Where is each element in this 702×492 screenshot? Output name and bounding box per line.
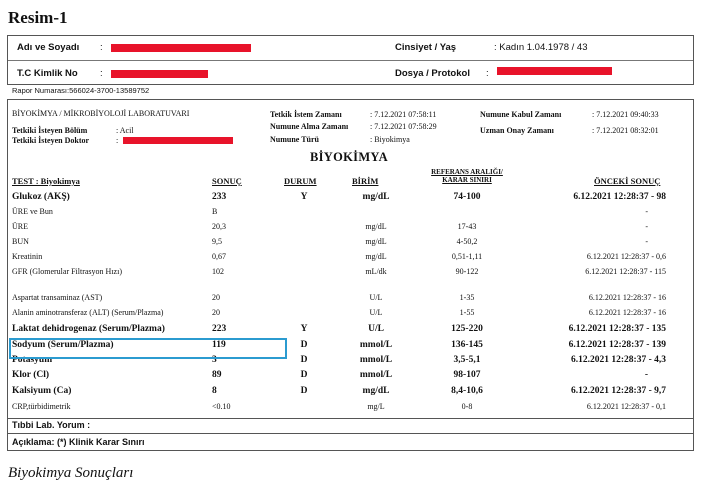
cell-prev: 6.12.2021 12:28:37 - 0,6 — [586, 252, 666, 261]
doctor-label: Tetkiki İsteyen Doktor — [12, 136, 90, 145]
cell-result: 89 — [212, 370, 222, 380]
cell-prev: 6.12.2021 12:28:37 - 16 — [588, 308, 666, 317]
cell-result: <0.10 — [212, 402, 231, 411]
sample-value: : 7.12.2021 07:58:29 — [370, 122, 437, 131]
cell-status: D — [300, 386, 308, 396]
cell-prev: 6.12.2021 12:28:37 - 135 — [568, 324, 666, 334]
approve-label: Uzman Onay Zamanı — [480, 126, 554, 135]
cell-result: 20,3 — [212, 222, 226, 231]
figure-title: Resim-1 — [8, 8, 68, 27]
cell-unit: U/L — [369, 293, 383, 302]
cell-status: D — [300, 355, 308, 365]
comment-label: Tıbbi Lab. Yorum : — [12, 420, 91, 430]
cell-prev: - — [645, 222, 648, 231]
type-value: : Biyokimya — [370, 135, 410, 144]
section-title: BİYOKİMYA — [310, 150, 388, 164]
cell-unit: mg/dL — [365, 237, 387, 246]
accept-label: Numune Kabul Zamanı — [480, 110, 562, 119]
cell-unit: mg/dL — [365, 222, 387, 231]
cell-prev: 6.12.2021 12:28:37 - 4,3 — [571, 355, 666, 365]
col-test: TEST : Biyokimya — [12, 176, 80, 186]
cell-name: Kreatinin — [12, 252, 43, 261]
gender-value: : Kadın 1.04.1978 / 43 — [494, 42, 588, 53]
col-reference — [412, 168, 522, 184]
cell-unit: U/L — [369, 308, 383, 317]
cell-ref: 17-43 — [457, 222, 477, 231]
cell-name: ÜRE — [12, 222, 28, 231]
name-label: Adı ve Soyadı — [17, 42, 80, 53]
redacted-name — [111, 44, 251, 52]
cell-unit: mg/dL — [362, 386, 390, 396]
redacted-doctor — [123, 137, 233, 144]
cell-ref: 125-220 — [451, 324, 483, 334]
cell-result: 20 — [212, 293, 220, 302]
cell-ref: 1-55 — [459, 308, 475, 317]
cell-name: BUN — [12, 237, 29, 246]
cell-unit: mg/dL — [362, 192, 390, 202]
cell-prev: - — [644, 370, 648, 380]
id-colon: : — [100, 68, 103, 79]
cell-prev: - — [645, 237, 648, 246]
doctor-colon: : — [116, 136, 119, 145]
patient-header-box — [7, 35, 694, 85]
cell-status: D — [300, 340, 308, 350]
cell-ref: 8,4-10,6 — [451, 386, 483, 396]
col-previous: ÖNCEKİ SONUÇ — [594, 176, 661, 186]
request-label: Tetkik İstem Zamanı — [270, 110, 342, 119]
cell-ref: 3,5-5,1 — [453, 355, 481, 365]
cell-ref: 136-145 — [451, 340, 483, 350]
cell-name: Kalsiyum (Ca) — [12, 386, 72, 396]
cell-ref: 0-8 — [461, 402, 473, 411]
cell-name: Sodyum (Serum/Plazma) — [12, 340, 114, 350]
cell-name: Laktat dehidrogenaz (Serum/Plazma) — [12, 324, 165, 334]
dept-value: : Acil — [116, 126, 134, 135]
cell-result: 0,67 — [212, 252, 226, 261]
header-divider — [8, 60, 693, 61]
cell-prev: 6.12.2021 12:28:37 - 16 — [588, 293, 666, 302]
cell-unit: mmol/L — [359, 370, 393, 380]
cell-unit: mmol/L — [359, 340, 393, 350]
cell-unit: mg/dL — [365, 252, 387, 261]
cell-ref: 74-100 — [453, 192, 481, 202]
cell-ref: 98-107 — [453, 370, 481, 380]
lab-name: BİYOKİMYA / MİKROBİYOLOJİ LABORATUVARI — [12, 109, 190, 118]
cell-unit: mL/dk — [365, 267, 387, 276]
cell-result: 20 — [212, 308, 220, 317]
cell-prev: 6.12.2021 12:28:37 - 139 — [568, 340, 666, 350]
col-result: SONUÇ — [212, 176, 242, 186]
cell-result: 8 — [212, 386, 217, 396]
approve-value: : 7.12.2021 08:32:01 — [592, 126, 659, 135]
cell-result: 3 — [212, 355, 217, 365]
cell-name: Aspartat transaminaz (AST) — [12, 293, 103, 302]
cell-prev: 6.12.2021 12:28:37 - 9,7 — [571, 386, 666, 396]
type-label: Numune Türü — [270, 135, 319, 144]
gender-label: Cinsiyet / Yaş — [395, 42, 457, 53]
cell-status: D — [300, 370, 308, 380]
file-label: Dosya / Protokol — [395, 68, 470, 79]
cell-prev: - — [645, 207, 648, 216]
col-reference-line2: KARAR SINIRI — [442, 176, 492, 184]
request-value: : 7.12.2021 07:58:11 — [370, 110, 437, 119]
cell-unit: mmol/L — [359, 355, 393, 365]
cell-status: Y — [300, 324, 308, 334]
col-unit: BİRİM — [352, 176, 379, 186]
id-label: T.C Kimlik No — [17, 68, 78, 79]
cell-name: Potasyum — [12, 355, 53, 365]
cell-unit: U/L — [368, 324, 384, 334]
name-colon: : — [100, 42, 103, 53]
sample-label: Numune Alma Zamanı — [270, 122, 349, 131]
file-colon: : — [486, 68, 489, 79]
cell-name: ÜRE ve Bun — [12, 207, 53, 216]
sodium-highlight-box — [9, 338, 287, 359]
cell-result: B — [212, 207, 218, 216]
note-box — [7, 434, 694, 451]
cell-prev: 6.12.2021 12:28:37 - 0,1 — [586, 402, 666, 411]
report-number: Rapor Numarası:566024-3700-13589752 — [12, 86, 150, 95]
cell-unit: mg/L — [367, 402, 385, 411]
cell-result: 119 — [212, 340, 226, 350]
cell-name: GFR (Glomerular Filtrasyon Hızı) — [12, 267, 122, 276]
dept-label: Tetkiki İsteyen Bölüm — [12, 126, 88, 135]
note-label: Açıklama: (*) Klinik Karar Sınırı — [12, 437, 145, 447]
cell-ref: 4-50,2 — [456, 237, 478, 246]
redacted-file — [497, 67, 612, 75]
cell-result: 9,5 — [212, 237, 222, 246]
cell-prev: 6.12.2021 12:28:37 - 115 — [585, 267, 666, 276]
cell-status: Y — [300, 192, 308, 202]
cell-ref: 1-35 — [459, 293, 475, 302]
cell-result: 223 — [212, 324, 227, 334]
cell-name: Alanin aminotransferaz (ALT) (Serum/Plazma) — [12, 308, 164, 317]
accept-value: : 7.12.2021 09:40:33 — [592, 110, 659, 119]
cell-prev: 6.12.2021 12:28:37 - 98 — [573, 192, 666, 202]
redacted-id — [111, 70, 208, 78]
cell-name: Glukoz (AKŞ) — [12, 192, 70, 202]
cell-ref: 0,51-1,11 — [451, 252, 483, 261]
cell-result: 233 — [212, 192, 227, 202]
figure-caption: Biyokimya Sonuçları — [8, 465, 134, 481]
comment-box — [7, 417, 694, 434]
cell-name: Klor (Cl) — [12, 370, 50, 380]
cell-name: CRP,türbidimetrik — [12, 402, 71, 411]
col-status: DURUM — [284, 176, 317, 186]
col-reference-line1: REFERANS ARALIĞI/ — [431, 168, 503, 176]
cell-ref: 90-122 — [455, 267, 479, 276]
cell-result: 102 — [212, 267, 224, 276]
